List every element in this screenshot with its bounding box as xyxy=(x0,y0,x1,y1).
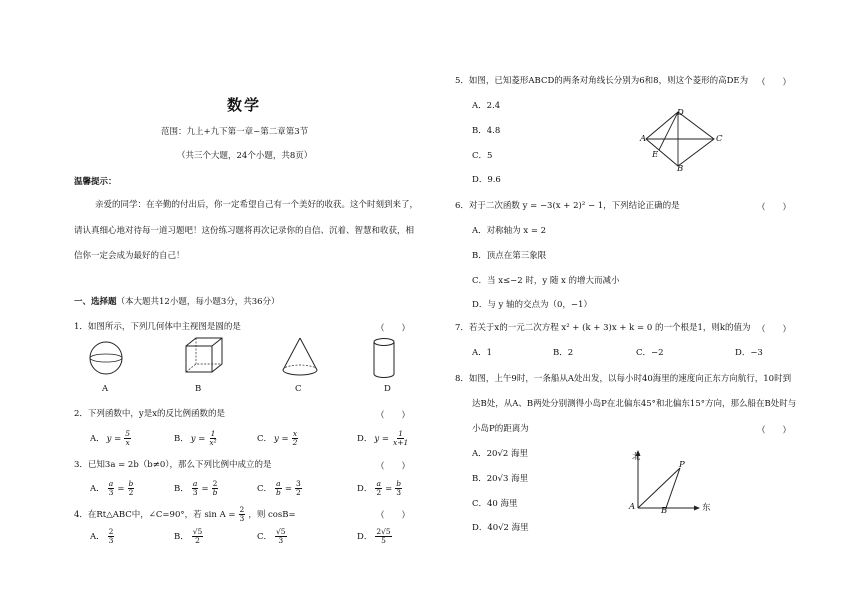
q8-option-d: D．40√2 海里 xyxy=(472,523,529,533)
rhombus-figure xyxy=(636,108,746,178)
fraction-numerator: 5 xyxy=(125,429,131,438)
option-lhs: y = xyxy=(274,433,289,444)
rhombus-label-b: B xyxy=(677,164,684,174)
q2-option-c xyxy=(257,430,299,447)
fraction-numerator: x xyxy=(292,429,298,438)
option-letter: B． xyxy=(174,531,189,542)
q5-option-b: B．4.8 xyxy=(472,126,501,136)
q8-option-b: B．20√3 海里 xyxy=(472,474,529,484)
answer-paren: （ ） xyxy=(757,203,792,213)
answer-paren: （ ） xyxy=(757,426,792,436)
fraction-denominator: 3 xyxy=(192,488,198,497)
question-2-text: 2．下列函数中，y是x的反比例函数的是 xyxy=(74,409,226,419)
fraction-denominator: 3 xyxy=(239,514,245,523)
q4-option-c xyxy=(257,528,288,545)
figure-label-b: B xyxy=(195,384,202,394)
bearing-figure xyxy=(630,446,710,512)
q3-option-a: A． $\frac{a}{3}$ = $\frac{b}{2}$ xyxy=(90,479,134,497)
option-letter: A． xyxy=(90,433,105,444)
fraction-denominator: 3 xyxy=(278,536,284,545)
option-letter: C． xyxy=(257,433,273,444)
fraction-denominator: 2 xyxy=(295,488,301,497)
bearing-label-a: A xyxy=(629,502,636,512)
option-lhs: y = xyxy=(190,433,206,444)
q8-option-a: A．20√2 海里 xyxy=(472,449,528,459)
figure-label-c: C xyxy=(295,384,302,394)
fraction-denominator: 3 xyxy=(108,488,114,497)
fraction-numerator: 2 xyxy=(212,479,218,488)
q7-option-c: C．−2 xyxy=(636,348,664,358)
figure-label-a: A xyxy=(102,384,109,394)
fraction-denominator: b xyxy=(212,488,218,497)
q5-option-a: A．2.4 xyxy=(472,101,501,111)
fraction-denominator: 3 xyxy=(396,488,402,497)
fraction-numerator: 1 xyxy=(398,429,403,438)
tips-line: 信你一定会成为最好的自己！ xyxy=(74,251,185,261)
question-8-text: 小岛P的距离为 xyxy=(472,424,529,434)
rhombus-label-e: E xyxy=(652,150,659,160)
q3-option-b: B． $\frac{a}{3}$ = $\frac{2}{b}$ xyxy=(174,479,218,497)
question-8-text: 达B处，从A、B两处分别测得小岛P在北偏东45°和北偏东15°方向，那么船在B处时与 xyxy=(472,399,797,409)
fraction-numerator: √5 xyxy=(276,527,286,536)
fraction-numerator: b xyxy=(396,479,402,488)
option-lhs: y = xyxy=(374,433,389,444)
answer-paren: （ ） xyxy=(757,78,792,88)
tips-line: 亲爱的同学：在辛勤的付出后，你一定希望自己有一个美好的收获。这个时刻到来了， xyxy=(95,200,419,210)
q7-option-d: D．−3 xyxy=(735,348,763,358)
tips-line: 请认真细心地对待每一道习题吧！这份练习题将再次记录你的自信、沉着、智慧和收获，相 xyxy=(74,226,415,236)
bearing-label-b: B xyxy=(661,506,668,516)
question-1-text: 1．如图所示，下列几何体中主视图是圆的是 xyxy=(74,322,241,332)
question-4-suffix: ，则 cosB= xyxy=(248,509,296,520)
q7-option-b: B．2 xyxy=(553,348,574,358)
section-desc: （本大题共12小题，每小题3分，共36分） xyxy=(116,297,280,307)
fraction-numerator: 2 xyxy=(239,505,245,514)
question-3-text: 3．已知3a = 2b（b≠0），那么下列比例中成立的是 xyxy=(74,460,272,470)
option-letter: C． xyxy=(257,483,273,494)
question-7-text: 7．若关于x的一元二次方程 x² + (k + 3)x + k = 0 的一个根是1，则k的值为 xyxy=(455,323,751,333)
page-title: 数学 xyxy=(227,96,262,114)
fraction-numerator: 1 xyxy=(210,429,216,438)
fraction-numerator: a xyxy=(376,479,381,488)
option-letter: B． xyxy=(174,483,189,494)
q4-option-a xyxy=(90,528,115,545)
q5-option-d: D．9.6 xyxy=(472,175,501,185)
option-letter: C． xyxy=(257,531,273,542)
option-letter: A． xyxy=(90,531,105,542)
rhombus-label-c: C xyxy=(716,134,723,144)
fraction-denominator: 2 xyxy=(195,536,200,545)
bearing-label-p: P xyxy=(679,460,685,470)
fraction-numerator: √5 xyxy=(192,527,203,536)
q5-option-c: C．5 xyxy=(472,151,493,161)
option-letter: D． xyxy=(357,433,373,444)
rhombus-label-a: A xyxy=(640,134,647,144)
q3-option-c: C． $\frac{a}{b}$ = $\frac{3}{2}$ xyxy=(257,479,301,497)
q8-option-c: C．40 海里 xyxy=(472,499,518,509)
answer-paren: （ ） xyxy=(376,511,411,521)
fraction-denominator: 3 xyxy=(108,536,114,545)
q2-option-a xyxy=(90,430,132,447)
rhombus-label-d: D xyxy=(677,108,684,118)
fraction-numerator: a xyxy=(276,479,281,488)
q2-option-b xyxy=(174,430,219,447)
tips-heading: 温馨提示： xyxy=(74,177,117,187)
figure-label-d: D xyxy=(384,384,391,394)
fraction-numerator: 2√5 xyxy=(376,527,391,536)
q2-option-d xyxy=(357,430,410,447)
fraction-denominator: 2 xyxy=(128,488,134,497)
answer-paren: （ ） xyxy=(376,411,411,421)
cube-figure xyxy=(182,336,228,382)
question-4-prefix: 4．在Rt△ABC中，∠C=90°，若 sin A = xyxy=(74,509,236,520)
question-6-text: 6．对于二次函数 y = −3(x + 2)² − 1，下列结论正确的是 xyxy=(455,201,680,211)
fraction-denominator: 2 xyxy=(292,438,298,447)
q6-option-c: C．当 x≤−2 时，y 随 x 的增大而减小 xyxy=(472,276,620,286)
option-letter: D． xyxy=(357,483,373,494)
q6-option-a: A．对称轴为 x = 2 xyxy=(472,226,547,236)
fraction-numerator: b xyxy=(128,479,134,488)
q7-option-a: A．1 xyxy=(472,348,493,358)
section-heading xyxy=(74,297,280,307)
fraction-denominator: x² xyxy=(209,438,217,447)
fraction-numerator: 3 xyxy=(295,479,301,488)
fraction-numerator: a xyxy=(108,479,114,488)
east-label: 东 xyxy=(702,503,711,513)
exam-scope: 范围：九上+九下第一章~第二章第3节 xyxy=(161,127,309,137)
cylinder-figure xyxy=(372,336,402,384)
q6-option-b: B．顶点在第三象限 xyxy=(472,251,547,261)
fraction-numerator: 2 xyxy=(108,527,114,536)
sphere-figure xyxy=(88,338,128,382)
q4-option-d xyxy=(357,528,393,545)
answer-paren: （ ） xyxy=(376,324,411,334)
option-letter: D． xyxy=(357,531,373,542)
exam-meta: （共三个大题，24个小题，共8页） xyxy=(177,151,313,161)
fraction-numerator: a xyxy=(192,479,198,488)
option-letter: B． xyxy=(174,433,189,444)
fraction-denominator: b xyxy=(276,488,281,497)
fraction-denominator: 2 xyxy=(376,488,382,497)
answer-paren: （ ） xyxy=(757,325,792,335)
fraction-denominator: 5 xyxy=(381,536,386,545)
q4-option-b xyxy=(174,528,204,545)
q6-option-d: D．与 y 轴的交点为（0，−1） xyxy=(472,300,592,310)
cone-figure xyxy=(280,336,324,382)
question-5-text: 5．如图，已知菱形ABCD的两条对角线长分别为6和8，则这个菱形的高DE为 xyxy=(455,76,749,86)
fraction-denominator: x+1 xyxy=(392,438,409,447)
north-label: 北 xyxy=(632,452,641,462)
option-letter: A． xyxy=(90,483,105,494)
section-title: 一、选择题 xyxy=(74,297,117,307)
question-4-text xyxy=(74,506,296,523)
answer-paren: （ ） xyxy=(376,462,411,472)
question-8-text: 8．如图，上午9时，一条船从A处出发，以每小时40海里的速度向正东方向航行，10时到 xyxy=(455,374,792,384)
q3-option-d: D． $\frac{a}{2}$ = $\frac{b}{3}$ xyxy=(357,479,402,497)
option-lhs: y = xyxy=(106,433,122,444)
fraction-denominator: x xyxy=(125,438,130,447)
